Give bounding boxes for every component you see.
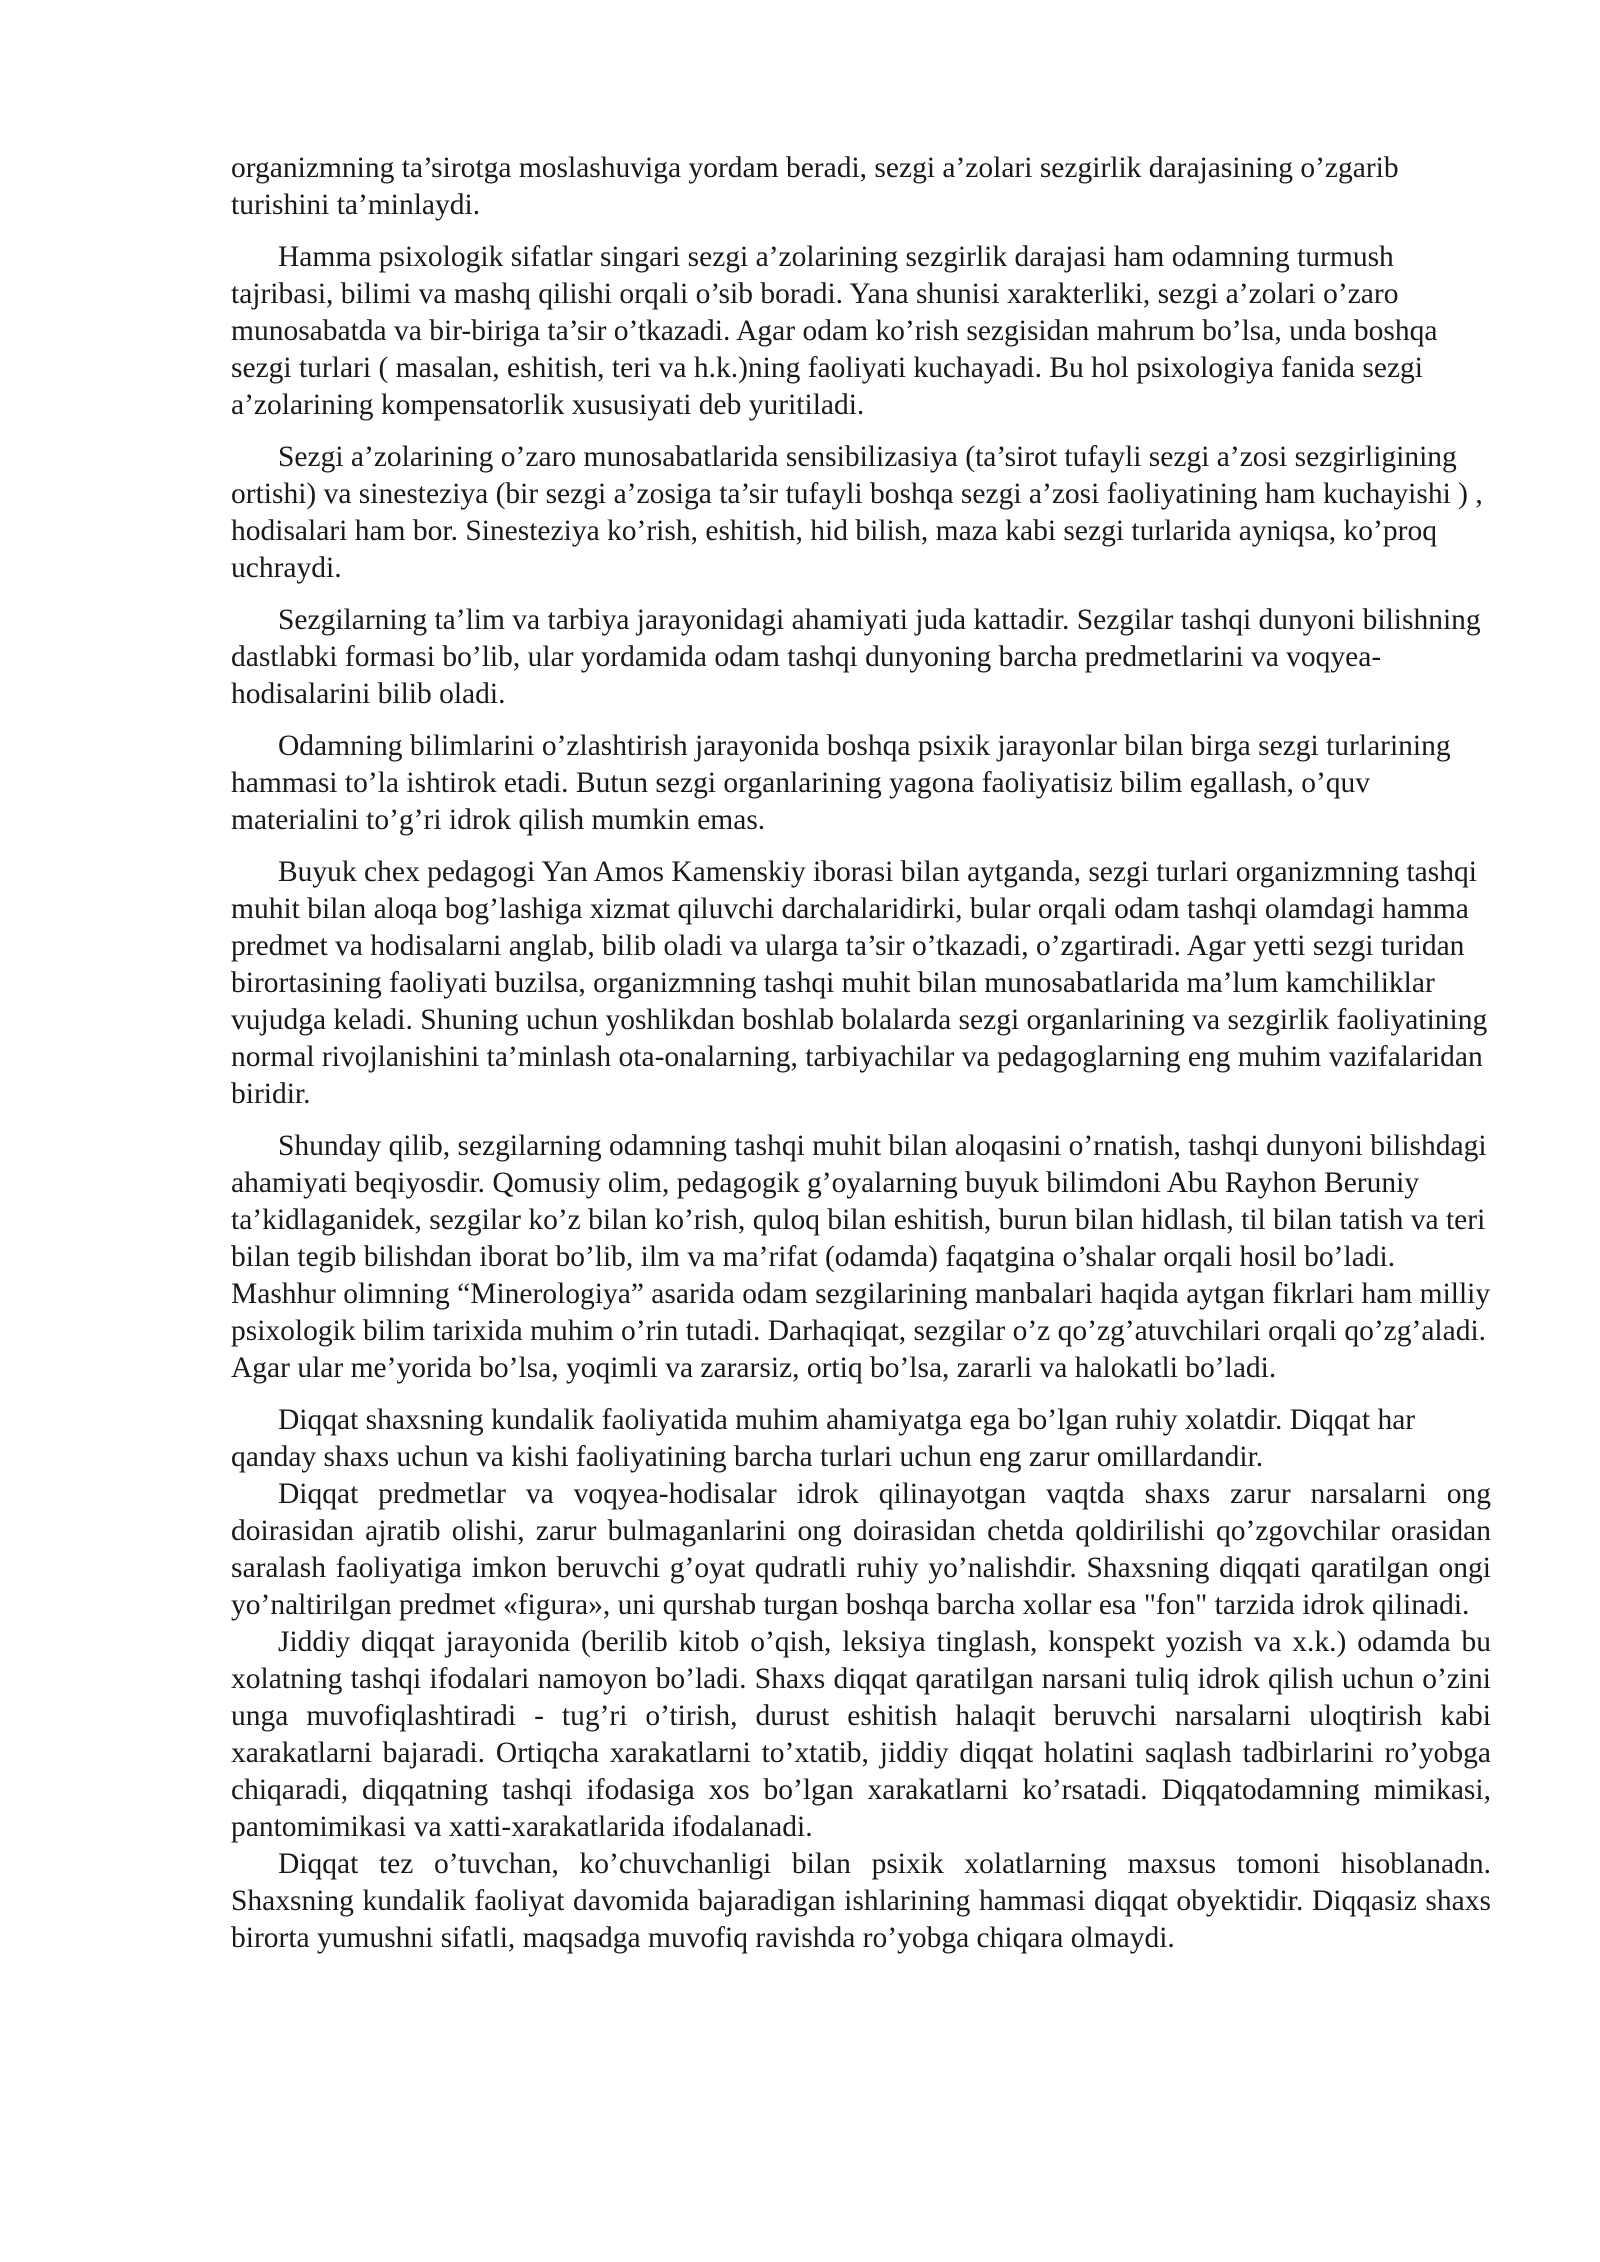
paragraph-4: Sezgilarning ta’lim va tarbiya jarayonidagi ahamiyati juda kattadir. Sezgilar tashqi dunyoni bilishning dastlabki formasi bo’lib, ular yordamida odam tashqi dunyoning barcha predmetlarini va voqyea-hodisalarini bilib oladi.: [231, 604, 1481, 710]
paragraph-10: Jiddiy diqqat jarayonida (berilib kitob o’qish, leksiya tinglash, konspekt yozish va x.k.) odamda bu xolatning tashqi ifodalari namoyon bo’ladi. Shaxs diqqat qaratilgan narsani tuliq idrok qilish uchun o’zini unga muvofiqlashtiradi - tug’ri o’tirish, durust eshitish halaqit beruvchi narsalarni uloqtirish kabi xarakatlarni bajaradi. Ortiqcha xarakatlarni to’xtatib, jiddiy diqqat holatini saqlash tadbirlarini ro’yobga chiqaradi, diqqatning tashqi ifodasiga xos bo’lgan xarakatlarni ko’rsatadi. Diqqatodamning mimikasi, pantomimikasi va xatti-xarakatlarida ifodalanadi.: [231, 1626, 1491, 1843]
paragraph-1: organizmning ta’sirotga moslashuviga yordam beradi, sezgi a’zolari sezgirlik darajasining o’zgarib turishini ta’minlaydi.: [231, 152, 1399, 221]
paragraph-5: Odamning bilimlarini o’zlashtirish jarayonida boshqa psixik jarayonlar bilan birga sezgi turlarining hammasi to’la ishtirok etadi. Butun sezgi organlarining yagona faoliyatisiz bilim egallash, o’quv materialini to’g’ri idrok qilish mumkin emas.: [231, 730, 1451, 836]
paragraph-9: Diqqat predmetlar va voqyea-hodisalar idrok qilinayotgan vaqtda shaxs zarur narsalarni ong doirasidan ajratib olishi, zarur bulmaganlarini ong doirasidan chetda qoldirilishi qo’zgovchilar orasidan saralash faoliyatiga imkon beruvchi g’oyat qudratli ruhiy yo’nalishdir. Shaxsning diqqati qaratilgan ongi yo’naltirilgan predmet «figura», uni qurshab turgan boshqa barcha xollar esa "fon" tarzida idrok qilinadi.: [231, 1478, 1491, 1621]
paragraph-3: Sezgi a’zolarining o’zaro munosabatlarida sensibilizasiya (ta’sirot tufayli sezgi a’zosi sezgirligining ortishi) va sinesteziya (bir sezgi a’zosiga ta’sir tufayli boshqa sezgi a’zosi faoliyatining ham kuchayishi ) , hodisalari ham bor. Sinesteziya ko’rish, eshitish, hid bilish, maza kabi sezgi turlarida ayniqsa, ko’proq uchraydi.: [231, 441, 1483, 584]
paragraph-8: Diqqat shaxsning kundalik faoliyatida muhim ahamiyatga ega bo’lgan ruhiy xolatdir. Diqqat har qanday shaxs uchun va kishi faoliyatining barcha turlari uchun eng zarur omillardandir.: [231, 1404, 1416, 1473]
paragraph-2: Hamma psixologik sifatlar singari sezgi a’zolarining sezgirlik darajasi ham odamning turmush tajribasi, bilimi va mashq qilishi orqali o’sib boradi. Yana shunisi xarakterliki, sezgi a’zolari o’zaro munosabatda va bir-biriga ta’sir o’tkazadi. Agar odam ko’rish sezgisidan mahrum bo’lsa, unda boshqa sezgi turlari ( masalan, eshitish, teri va h.k.)ning faoliyati kuchayadi. Bu hol psixologiya fanida sezgi a’zolarining kompensatorlik xususiyati deb yuritiladi.: [231, 241, 1438, 421]
paragraph-6: Buyuk chex pedagogi Yan Amos Kamenskiy iborasi bilan aytganda, sezgi turlari organizmning tashqi muhit bilan aloqa bog’lashiga xizmat qiluvchi darchalaridirki, bular orqali odam tashqi olamdagi hamma predmet va hodisalarni anglab, bilib oladi va ularga ta’sir o’tkazadi, o’zgartiradi. Agar yetti sezgi turidan birortasining faoliyati buzilsa, organizmning tashqi muhit bilan munosabatlarida ma’lum kamchiliklar vujudga keladi. Shuning uchun yoshlikdan boshlab bolalarda sezgi organlarining va sezgirlik faoliyatining normal rivojlanishini ta’minlash ota-onalarning, tarbiyachilar va pedagoglarning eng muhim vazifalaridan biridir.: [231, 856, 1488, 1110]
paragraph-11: Diqqat tez o’tuvchan, ko’chuvchanligi bilan psixik xolatlarning maxsus tomoni hisoblanadn. Shaxsning kundalik faoliyat davomida bajaradigan ishlarining hammasi diqqat obyektidir. Diqqasiz shaxs birorta yumushni sifatli, maqsadga muvofiq ravishda ro’yobga chiqara olmaydi.: [231, 1848, 1491, 1954]
paragraph-7: Shunday qilib, sezgilarning odamning tashqi muhit bilan aloqasini o’rnatish, tashqi dunyoni bilishdagi ahamiyati beqiyosdir. Qomusiy olim, pedagogik g’oyalarning buyuk bilimdoni Abu Rayhon Beruniy ta’kidlaganidek, sezgilar ko’z bilan ko’rish, quloq bilan eshitish, burun bilan hidlash, til bilan tatish va teri bilan tegib bilishdan iborat bo’lib, ilm va ma’rifat (odamda) faqatgina o’shalar orqali hosil bo’ladi. Mashhur olimning “Minerologiya” asarida odam sezgilarining manbalari haqida aytgan fikrlari ham milliy psixologik bilim tarixida muhim o’rin tutadi. Darhaqiqat, sezgilar o’z qo’zg’atuvchilari orqali qo’zg’aladi. Agar ular me’yorida bo’lsa, yoqimli va zararsiz, ortiq bo’lsa, zararli va halokatli bo’ladi.: [231, 1130, 1491, 1384]
document-page: [231, 150, 1491, 1957]
